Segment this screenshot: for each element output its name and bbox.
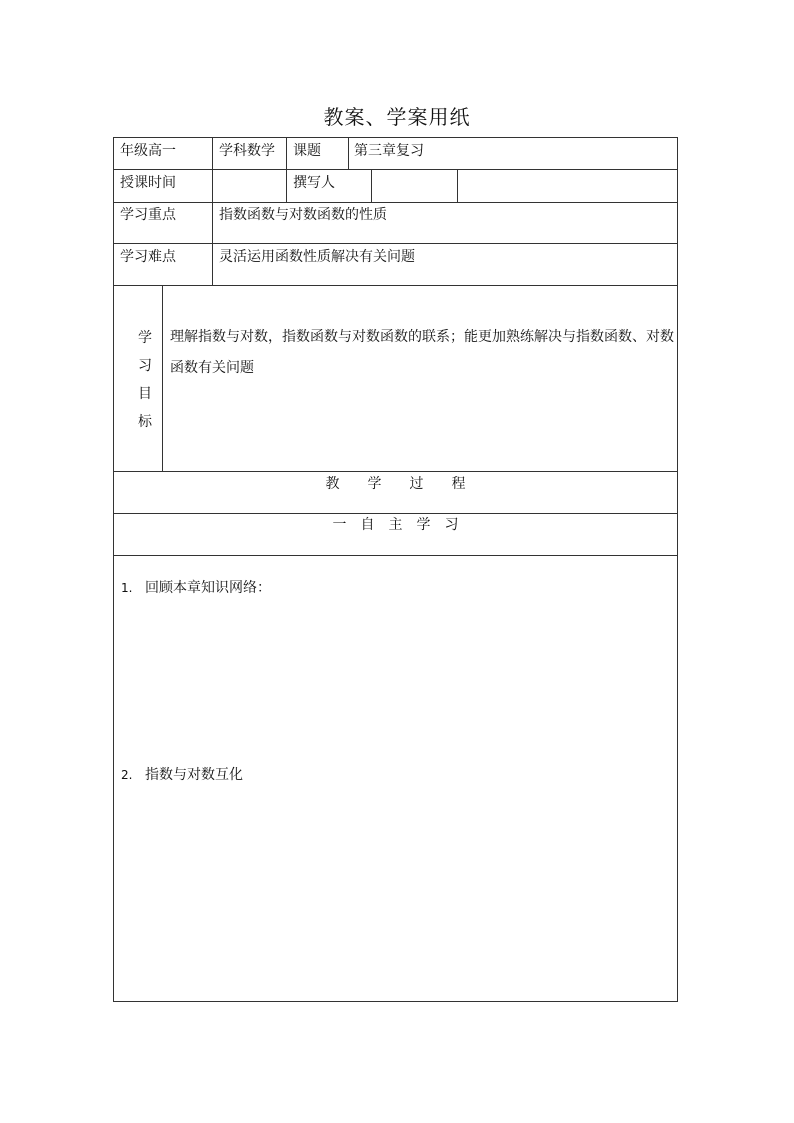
page-title: 教案、学案用纸 [323, 105, 471, 129]
column-divider [348, 137, 349, 170]
subject-cell: 学科数学 [219, 143, 275, 159]
row-divider [113, 513, 678, 514]
column-divider [286, 169, 287, 202]
lesson-plan-table [113, 137, 678, 1002]
item-number: 2. [121, 768, 133, 782]
row-divider [113, 243, 678, 244]
difficulty-label: 学习难点 [120, 249, 176, 265]
teaching-time-label: 授课时间 [120, 175, 176, 191]
author-label: 撰写人 [293, 175, 335, 191]
grade-cell: 年级高一 [120, 143, 176, 159]
key-points-value: 指数函数与对数函数的性质 [219, 207, 387, 223]
row-divider [113, 285, 678, 286]
learning-goals-label [136, 324, 154, 436]
row-divider [113, 471, 678, 472]
learning-goals-text: 理解指数与对数，指数函数与对数函数的联系；能更加熟练解决与指数函数、对数函数有关问题 [170, 329, 674, 376]
column-divider [371, 169, 372, 202]
row-divider [113, 555, 678, 556]
column-divider [457, 169, 458, 202]
column-divider [212, 137, 213, 170]
column-divider [162, 285, 163, 471]
goal-label-char: 学 [138, 330, 152, 346]
column-divider [212, 169, 213, 202]
item-text: 回顾本章知识网络： [145, 580, 271, 596]
column-divider [212, 202, 213, 285]
list-item [121, 765, 243, 785]
self-study-heading: 一 自 主 学 习 [332, 517, 459, 533]
topic-value: 第三章复习 [354, 143, 424, 159]
goal-label-char: 标 [138, 414, 152, 430]
difficulty-value: 灵活运用函数性质解决有关问题 [219, 249, 415, 265]
key-points-label: 学习重点 [120, 207, 176, 223]
row-divider [113, 202, 678, 203]
column-divider [286, 137, 287, 170]
list-item [121, 578, 271, 598]
item-number: 1. [121, 581, 133, 595]
topic-label: 课题 [293, 143, 321, 159]
row-divider [113, 169, 678, 170]
goal-label-char: 目 [138, 386, 152, 402]
goal-label-char: 习 [138, 358, 152, 374]
teaching-process-heading: 教 学 过 程 [325, 476, 466, 492]
item-text: 指数与对数互化 [145, 767, 243, 783]
